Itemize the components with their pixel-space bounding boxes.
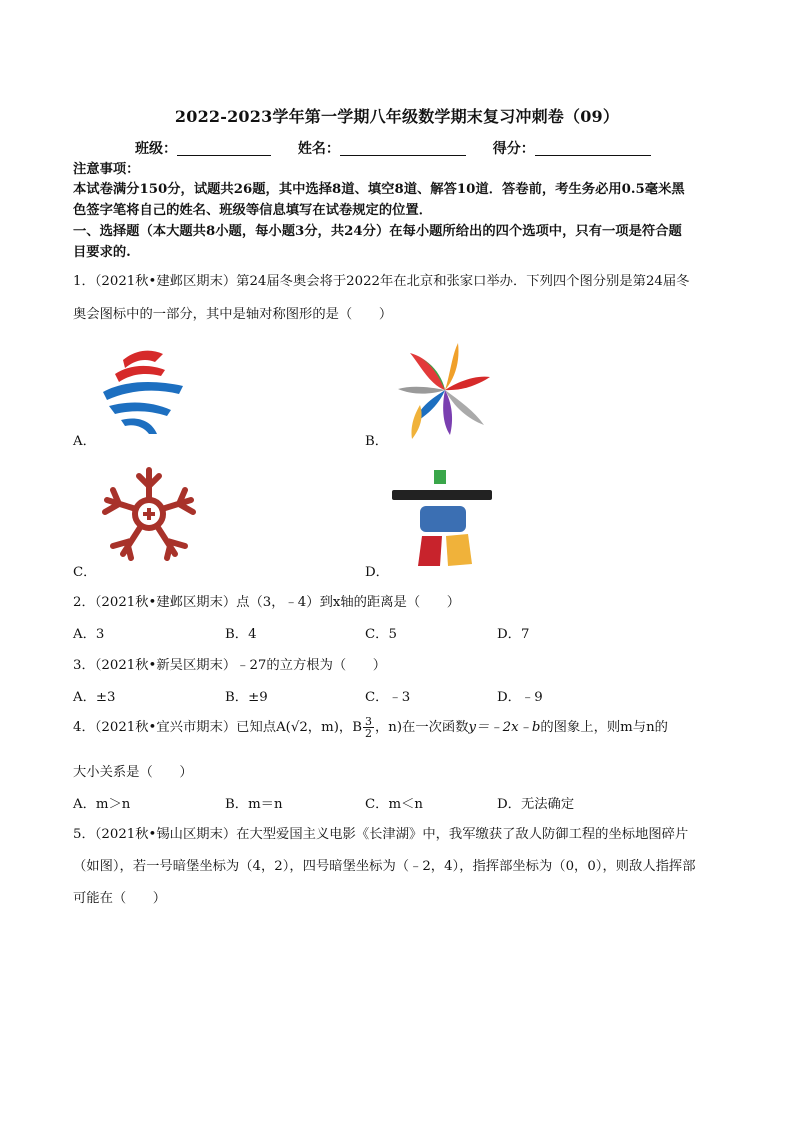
section-line-1: 一、选择题（本大题共8小题，每小题3分，共24分）在每小题所给出的四个选项中，只有一项是符合题 <box>73 224 682 239</box>
q4-fraction-num: 3 <box>364 715 372 728</box>
q2-text: 2．（2021秋•建邺区期末）点（3，﹣4）到x轴的距离是（ ） <box>73 595 461 610</box>
score-field <box>493 138 651 158</box>
q2-option-a[interactable]: A．3 <box>73 627 105 642</box>
q1-line-1: 1．（2021秋•建邺区期末）第24届冬奥会将于2022年在北京和张家口举办．下列四个图分别是第24届冬 <box>73 274 690 289</box>
q4-suffix: 的图象上，则m与n的 <box>540 720 668 735</box>
name-label: 姓名： <box>297 141 340 157</box>
inukshuk-emblem-icon <box>390 468 495 568</box>
q4-point-b-pre: B <box>352 720 362 735</box>
q5-line-3: 可能在（ ） <box>73 891 167 906</box>
q5-line-1: 5．（2021秋•锡山区期末）在大型爱国主义电影《长津湖》中，我军缴获了敌人防御工程的坐标地图碎片 <box>73 827 689 842</box>
q4-option-c[interactable]: C．m＜n <box>365 797 423 812</box>
q4-prefix: 4．（2021秋•宜兴市期末）已知点 <box>73 720 277 735</box>
q4-point-a: A(√2，m)， <box>276 720 353 735</box>
q3-text: 3．（2021秋•新吴区期末）﹣27的立方根为（ ） <box>73 658 387 673</box>
option-b-image <box>390 335 500 445</box>
q3-option-a[interactable]: A．±3 <box>73 690 116 705</box>
notes-heading: 注意事项： <box>73 162 140 177</box>
q4-function: y＝﹣2x﹣b <box>468 720 541 735</box>
section-line-2: 目要求的. <box>73 245 131 260</box>
snowflake-emblem-icon <box>95 462 203 562</box>
page-title: 2022-2023学年第一学期八年级数学期末复习冲刺卷（09） <box>174 107 620 126</box>
name-blank[interactable] <box>340 141 466 156</box>
q3-option-b[interactable]: B．±9 <box>225 690 268 705</box>
q4-option-a[interactable]: A．m＞n <box>73 797 131 812</box>
q4-fraction <box>363 716 374 739</box>
notes-line-2: 色签字笔将自己的姓名、班级等信息填写在试卷规定的位置． <box>73 203 433 218</box>
option-d-image <box>390 468 495 568</box>
option-c-image <box>95 462 203 562</box>
class-field <box>135 138 271 158</box>
score-label: 得分： <box>492 141 535 157</box>
q1-line-2: 奥会图标中的一部分，其中是轴对称图形的是（ ） <box>73 307 393 322</box>
q4-point-b-post: ，n)在一次函数 <box>374 720 469 735</box>
ribbon-emblem-icon <box>95 340 190 438</box>
info-fields <box>135 138 673 158</box>
q4-option-b[interactable]: B．m＝n <box>225 797 283 812</box>
q3-option-d[interactable]: D．﹣9 <box>497 690 543 705</box>
q1-option-b[interactable]: B． <box>365 434 389 449</box>
option-a-image <box>95 340 190 438</box>
q4-line-1 <box>73 716 725 744</box>
q1-option-c[interactable]: C． <box>73 565 97 580</box>
q4-fraction-den: 2 <box>364 727 372 740</box>
q2-option-d[interactable]: D．7 <box>497 627 530 642</box>
class-blank[interactable] <box>177 141 271 156</box>
q2-option-b[interactable]: B．4 <box>225 627 257 642</box>
q4-line-2: 大小关系是（ ） <box>73 765 193 780</box>
q3-option-c[interactable]: C．﹣3 <box>365 690 411 705</box>
flower-emblem-icon <box>390 335 500 445</box>
score-blank[interactable] <box>535 141 651 156</box>
class-label: 班级： <box>135 141 177 157</box>
q1-option-a[interactable]: A． <box>73 434 96 449</box>
name-field <box>298 138 466 158</box>
q2-option-c[interactable]: C．5 <box>365 627 397 642</box>
q1-option-d[interactable]: D． <box>365 565 389 580</box>
q5-line-2: （如图），若一号暗堡坐标为（4，2），四号暗堡坐标为（﹣2，4），指挥部坐标为（0，0），则敌人指挥部 <box>73 859 696 874</box>
notes-line-1: 本试卷满分150分，试题共26题，其中选择8道、填空8道、解答10道．答卷前，考生务必用0.5毫米黑 <box>73 182 685 197</box>
q4-option-d[interactable]: D．无法确定 <box>497 797 575 812</box>
